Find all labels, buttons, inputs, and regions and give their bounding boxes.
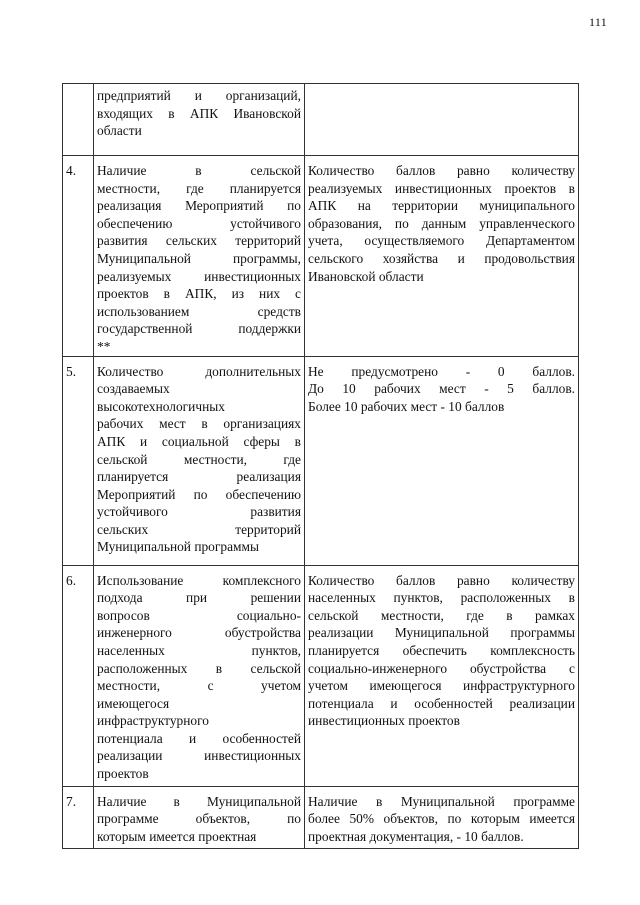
criterion-cell [94, 565, 305, 786]
table-row [63, 356, 579, 565]
criterion-cell-line: Использование комплексного [97, 572, 301, 588]
criterion-cell-line: реализуемых инвестиционных [97, 268, 301, 284]
criterion-cell-line: местности, с учетом [97, 678, 301, 694]
criterion-cell [94, 156, 305, 357]
scoring-cell-line: Количество баллов равно количеству [308, 572, 575, 588]
criteria-table [62, 83, 579, 849]
criterion-cell-line: развития сельских территорий [97, 233, 301, 249]
criterion-cell-line: обеспечению устойчивого [97, 215, 301, 231]
criterion-cell-line: использованием средств [97, 303, 301, 319]
criterion-cell-line: рабочих мест в организациях [97, 416, 301, 432]
scoring-cell [305, 786, 579, 848]
row-number: 5. [63, 356, 94, 565]
scoring-cell-line: учетом имеющегося инфраструктурного [308, 678, 575, 694]
scoring-cell-line: Ивановской области [308, 268, 424, 284]
criterion-cell-line: потенциала и особенностей [97, 730, 301, 746]
scoring-cell [305, 84, 579, 156]
criterion-cell [94, 84, 305, 156]
criterion-cell-line: АПК и социальной сферы в [97, 433, 301, 449]
criterion-cell [94, 356, 305, 565]
scoring-cell-line: более 50% объектов, по которым имеется [308, 811, 575, 827]
scoring-cell-line: сельского хозяйства и продовольствия [308, 250, 575, 266]
criterion-cell-line: высокотехнологичных [97, 398, 225, 414]
row-number: 6. [63, 565, 94, 786]
criterion-cell-line: ** [97, 338, 111, 354]
criterion-cell-line: подхода при решении [97, 590, 301, 606]
criterion-cell-line: сельской местности, где [97, 451, 301, 467]
criterion-cell-line: местности, где планируется [97, 180, 301, 196]
scoring-cell-line: инвестиционных проектов [308, 713, 460, 729]
scoring-cell [305, 565, 579, 786]
page-number: 111 [588, 15, 607, 29]
criterion-cell-line: Муниципальной программы, [97, 250, 301, 266]
criterion-cell-line: предприятий и организаций, [97, 88, 301, 103]
criterion-cell-line: сельских территорий [97, 521, 301, 537]
scoring-cell-line: АПК на территории муниципального [308, 198, 575, 214]
criterion-cell-line: имеющегося [97, 695, 170, 711]
criterion-cell-line: реализация Мероприятий по [97, 198, 301, 214]
table-row [63, 84, 579, 156]
criteria-table-body [63, 84, 579, 849]
criterion-cell-line: Наличие в сельской [97, 163, 301, 178]
scoring-cell-line: планируется обеспечить комплексность [308, 642, 575, 658]
scoring-cell-line: проектная документация, - 10 баллов. [308, 828, 524, 844]
criterion-cell-line: планируется реализация [97, 469, 301, 485]
criterion-cell-line: которым имеется проектная [97, 828, 257, 844]
criterion-cell-line: государственной поддержки [97, 321, 301, 337]
table-row [63, 786, 579, 848]
criterion-cell-line: Муниципальной программы [97, 539, 259, 555]
scoring-cell [305, 156, 579, 357]
criterion-cell-line: Наличие в Муниципальной [97, 793, 301, 809]
row-number: 7. [63, 786, 94, 848]
criterion-cell-line: расположенных в сельской [97, 660, 301, 676]
scoring-cell-line: сельской местности, где в рамках [308, 607, 575, 623]
scoring-cell-line: Количество баллов равно количеству [308, 163, 575, 178]
scoring-cell-line: Наличие в Муниципальной программе [308, 793, 575, 809]
criterion-cell-line: области [97, 123, 142, 139]
criterion-cell-line: Количество дополнительных [97, 363, 301, 379]
criterion-cell-line: инфраструктурного [97, 713, 209, 729]
scoring-cell-line: реализуемых инвестиционных проектов в [308, 180, 575, 196]
criterion-cell-line: реализации инвестиционных [97, 748, 301, 764]
criterion-cell-line: вопросов социально- [97, 607, 301, 623]
table-row [63, 565, 579, 786]
scoring-cell-line: образования, по данным управленческого [308, 215, 575, 231]
scoring-cell-line: До 10 рабочих мест - 5 баллов. [308, 381, 575, 397]
row-number [63, 84, 94, 156]
scoring-cell-line: реализации Муниципальной программы [308, 625, 575, 641]
scoring-cell [305, 356, 579, 565]
scoring-cell-line: социально-инженерного обустройства с [308, 660, 575, 676]
criterion-cell-line: программе объектов, по [97, 811, 301, 827]
scoring-cell-line: Более 10 рабочих мест - 10 баллов [308, 398, 505, 414]
criterion-cell-line: устойчивого развития [97, 504, 301, 520]
criterion-cell-line: проектов в АПК, из них с [97, 286, 301, 302]
criterion-cell-line: проектов [97, 766, 149, 782]
criterion-cell [94, 786, 305, 848]
criterion-cell-line: Мероприятий по обеспечению [97, 486, 301, 502]
scoring-cell-line: учета, осуществляемого Департаментом [308, 233, 575, 249]
criterion-cell-line: входящих в АПК Ивановской [97, 105, 301, 121]
scoring-cell-line: населенных пунктов, расположенных в [308, 590, 575, 606]
criterion-cell-line: создаваемых [97, 381, 170, 397]
row-number: 4. [63, 156, 94, 357]
scoring-cell-line: потенциала и особенностей реализации [308, 695, 575, 711]
table-row [63, 156, 579, 357]
scoring-cell-line: Не предусмотрено - 0 баллов. [308, 363, 575, 379]
criterion-cell-line: населенных пунктов, [97, 642, 301, 658]
criterion-cell-line: инженерного обустройства [97, 625, 301, 641]
